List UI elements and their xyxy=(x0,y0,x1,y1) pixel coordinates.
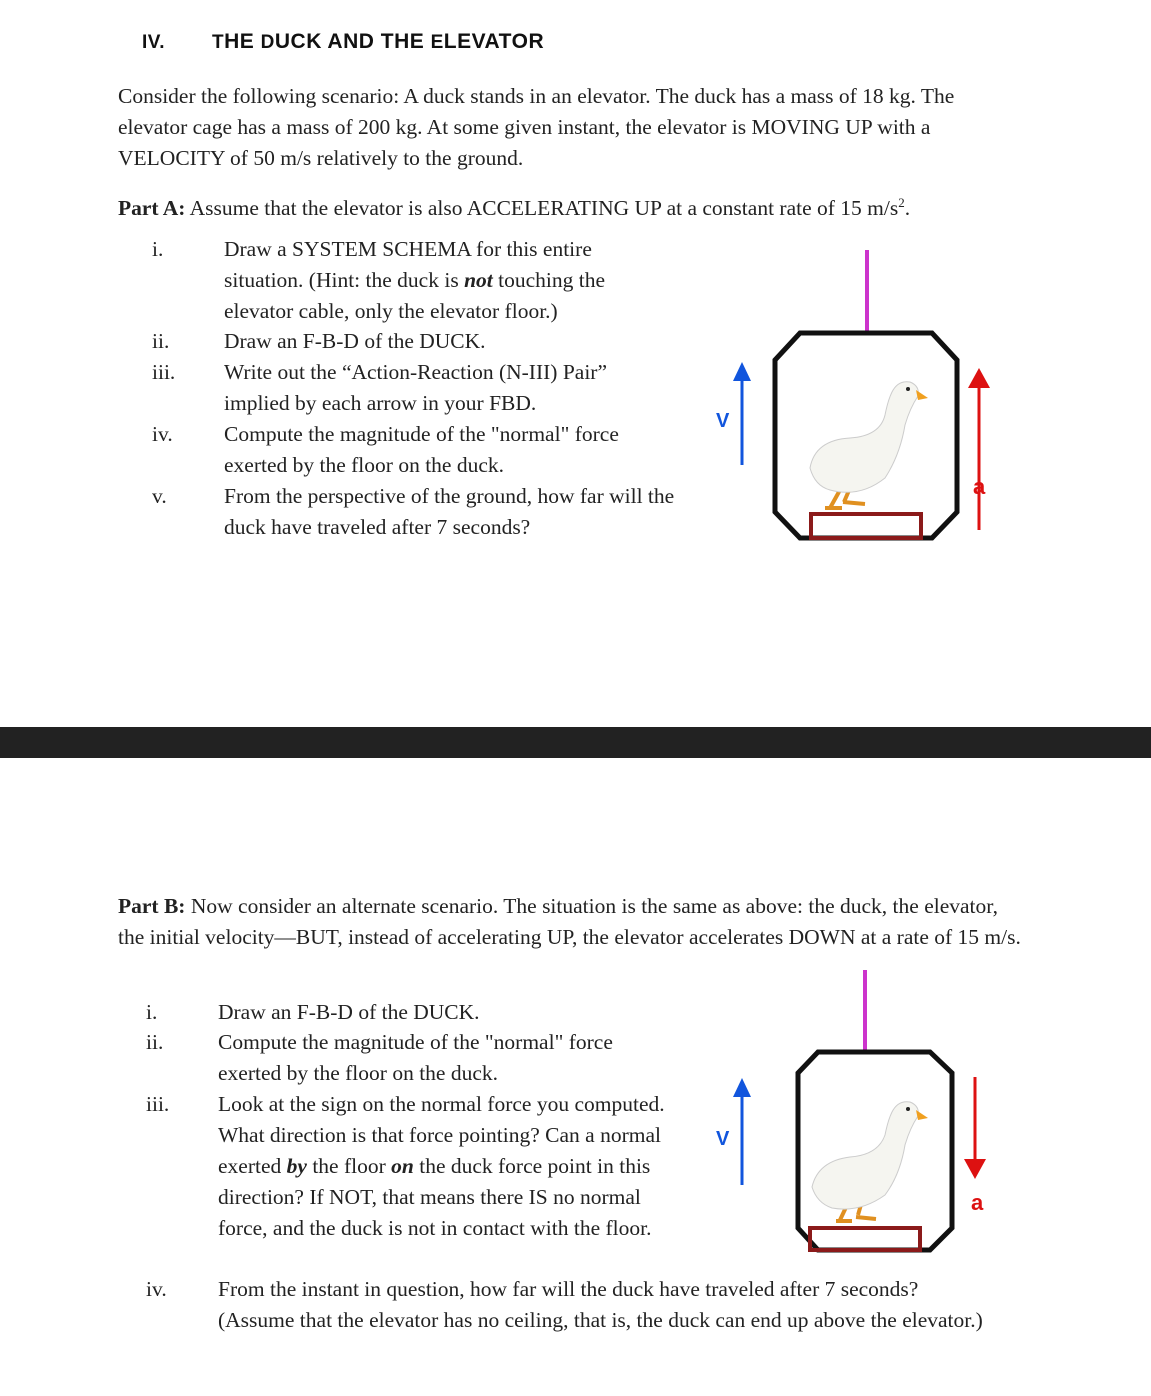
duck-illustration xyxy=(810,382,928,508)
velocity-label: V xyxy=(716,410,730,432)
velocity-label: V xyxy=(716,1128,730,1150)
velocity-arrowhead xyxy=(733,362,751,381)
elevator-platform xyxy=(811,514,921,538)
acceleration-arrowhead xyxy=(964,1159,986,1179)
part-a-label: Part A: xyxy=(118,196,186,221)
elevator-diagram-b xyxy=(700,965,1000,1260)
section-number: IV. xyxy=(142,32,165,53)
acceleration-label: a xyxy=(973,474,986,499)
duck-illustration xyxy=(812,1102,928,1221)
section-title: THE DUCK AND THE ELEVATOR xyxy=(212,30,545,53)
part-b-label: Part B: xyxy=(118,894,186,918)
acceleration-arrowhead xyxy=(968,368,990,388)
acceleration-label: a xyxy=(971,1190,984,1215)
page-divider xyxy=(0,727,1151,758)
velocity-arrowhead xyxy=(733,1078,751,1097)
intro-paragraph: Consider the following scenario: A duck stands in an elevator. The duck has a mass of 18 kg. The elevator cage has a mass of 200 kg. At some given instant, the elevator is MOVING UP with a VELOCITY of 50 m/s relatively to the ground. xyxy=(118,84,955,170)
part-b-statement: Part B: Now consider an alternate scenario. The situation is the same as above: the duck, the elevator, the initial velocity—BUT, instead of accelerating UP, the elevator accelerates DOWN at a rate of 15 m/s. xyxy=(118,894,1021,949)
elevator-diagram-a xyxy=(700,240,1000,545)
elevator-platform xyxy=(810,1228,920,1250)
section-heading xyxy=(142,30,544,54)
part-a-statement: Part A: Assume that the elevator is also ACCELERATING UP at a constant rate of 15 $m/s^2$. xyxy=(118,195,911,221)
